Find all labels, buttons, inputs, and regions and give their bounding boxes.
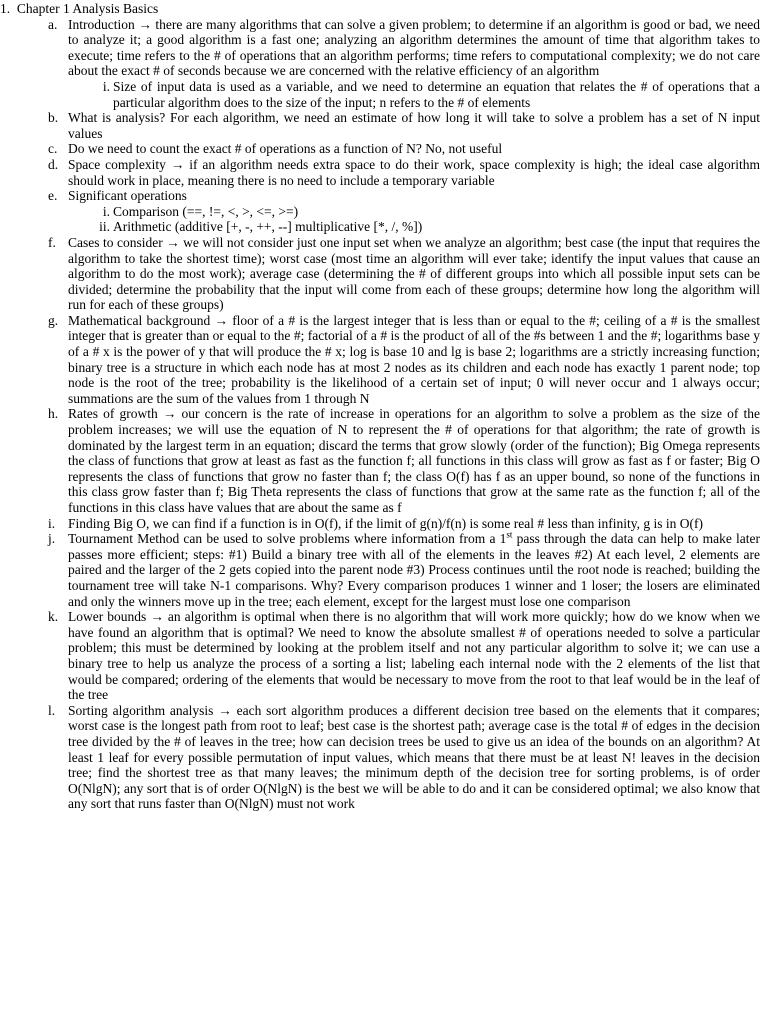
outline-item-j xyxy=(0,531,760,609)
outline-item-l xyxy=(0,703,760,812)
outline-item-k xyxy=(0,609,760,703)
outline-item-i xyxy=(0,516,760,532)
chapter-title: Chapter 1 Analysis Basics xyxy=(16,1,159,16)
outline-item-e xyxy=(0,188,760,204)
item-letter: g. xyxy=(48,312,59,328)
outline-subitem-e-ii xyxy=(0,219,760,235)
item-text: Sorting algorithm analysis → each sort algorithm produces a different decision tree based on the elements that it compares; worst case is the longest path from root to leaf; best case is the shortest path; average case is the total # of edges in the decision tree divided by the # of leaves in the tree; how can decision trees be used to give us an idea of the bounds on an algorithm? At least 1 leaf for every possible permutation of input values, which means that there must be at least N! leaves in the decision tree; find the shortest tree as that many leaves; the minimum depth of the decision tree for sorting problems, is of order O(NlgN); any sort that is of order O(NlgN) is the best we will be able to do and it can be considered optimal; we also know that any sort that runs faster than O(NlgN) must not work xyxy=(68,702,760,812)
item-letter: l. xyxy=(48,702,56,718)
outline-item-h xyxy=(0,406,760,515)
item-text: What is analysis? For each algorithm, we need an estimate of how long it will take to solve a problem has a set of N input values xyxy=(68,110,760,141)
ordinal-superscript: st xyxy=(506,529,513,540)
outline-item-d xyxy=(0,157,760,188)
item-text: Significant operations xyxy=(68,188,187,204)
outline-item-a xyxy=(0,17,760,79)
item-letter: e. xyxy=(48,188,58,204)
chapter-heading xyxy=(0,1,760,17)
chapter-number: 1. xyxy=(0,1,11,16)
subitem-numeral: i. xyxy=(102,78,110,94)
subitem-text: Arithmetic (additive [+, -, ++, --] multiplicative [*, /, %]) xyxy=(113,219,423,235)
item-text: Rates of growth → our concern is the rate of increase in operations for an algorithm to solve a problem as the size of the problem increases; we will use the equation of N to represent the # of operations for that algorithm; the rate of growth is dominated by the largest term in an equation; discard the terms that grow slowly (order of the function); Big Omega represents the class of functions that grow at least as fast as the function f; all functions in this class will grow as fast as f or faster; Big O represents the class of functions that grow no faster than f; the class O(f) has f as an upper bound, so none of the functions in this class grow faster than f; Big Theta represents the class of functions that grow at the same rate as the function f; all of the functions in this class have values that are about the same as f xyxy=(68,406,760,515)
outline-subitem-a-i xyxy=(0,79,760,110)
item-letter: b. xyxy=(48,110,59,126)
item-text: Mathematical background → floor of a # is the largest integer that is less than or equal to the #; ceiling of a # is the smallest integer that is greater than or equal to the #; factorial of a # is the product of all of the #s between 1 and the #; logarithms base y of a # x is the power of y that will produce the # x; log is base 10 and lg is base 2; logarithms are a strictly increasing function; binary tree is a structure in which each node has at most 2 nodes as its children and each node has exactly 1 parent node; top node is the root of the tree; probability is the likelihood of a certain set of input; 0 will never occur and 1 always occur; summations are the sum of the values from 1 through N xyxy=(68,312,760,406)
item-letter: k. xyxy=(48,609,59,625)
item-letter: h. xyxy=(48,406,59,422)
outline-item-g xyxy=(0,313,760,407)
subitem-numeral: i. xyxy=(102,203,110,219)
item-text xyxy=(68,531,760,609)
item-text: Introduction → there are many algorithms that can solve a given problem; to determine if an algorithm is good or bad, we need to analyze it; a good algorithm is a fast one; analyzing an algorithm determines the amount of time that algorithm takes to execute; time refers to the # of operations that an algorithm performs; time refers to computational complexity; we do not care about the exact # of seconds because we are concerned with the relative efficiency of an algorithm xyxy=(68,16,760,79)
outline-item-b xyxy=(0,110,760,141)
item-letter: c. xyxy=(48,141,58,157)
outline-item-f xyxy=(0,235,760,313)
item-text-rest: pass through the data can help to make later passes more efficient; steps: #1) Build a binary tree with all of the elements in the leaves #2) At each level, 2 elements are paired and the larger of the 2 gets copied into the parent node #3) Process continues until the root node is reached; building the tournament tree will take N-1 comparisons. Why? Every comparison produces 1 winner and 1 loser; the losers are eliminated and only the winners move up in the tree; each element, except for the largest must lose one comparison xyxy=(68,531,760,609)
subitem-text: Comparison (==, !=, <, >, <=, >=) xyxy=(113,203,299,219)
item-text: Finding Big O, we can find if a function is in O(f), if the limit of g(n)/f(n) is some real # less than infinity, g is in O(f) xyxy=(68,515,704,531)
item-text: Lower bounds → an algorithm is optimal when there is no algorithm that will work more quickly; how do we know when we have found an algorithm that is optimal? We need to know the absolute smallest # of operations needed to solve a particular problem; this must be determined by looking at the problem itself and not any particular algorithm to solve it; we can use a binary tree to help us analyze the process of a sorting a list; labeling each internal node with the 2 elements of the list that would be compared; ordering of the elements that would be necessary to move from the root to that leaf would be in the leaf of the tree xyxy=(68,609,760,703)
subitem-numeral: ii. xyxy=(99,219,110,235)
outline-item-c xyxy=(0,141,760,157)
item-letter: i. xyxy=(48,515,56,531)
item-letter: j. xyxy=(48,531,56,547)
subitem-text: Size of input data is used as a variable, and we need to determine an equation that relates the # of operations that a particular algorithm does to the size of the input; n refers to the # of elements xyxy=(113,78,760,110)
item-letter: f. xyxy=(48,234,56,250)
item-letter: d. xyxy=(48,156,59,172)
item-text: Space complexity → if an algorithm needs extra space to do their work, space complexity is high; the ideal case algorithm should work in place, meaning there is no need to include a temporary variable xyxy=(68,156,760,188)
item-text-start: Tournament Method can be used to solve problems where information from a 1 xyxy=(68,531,507,547)
item-letter: a. xyxy=(48,16,58,32)
item-text: Cases to consider → we will not consider just one input set when we analyze an algorithm; best case (the input that requires the algorithm to take the shortest time); worst case (most time an algorithm will ever take; identify the input values that cause an algorithm to do the most work); average case (determining the # of different groups into which all possible input sets can be divided; determine the probability that the input will come from each of these groups; determine how long the algorithm will run for each of these groups) xyxy=(68,234,760,313)
outline-subitem-e-i xyxy=(0,204,760,220)
item-text: Do we need to count the exact # of operations as a function of N? No, not useful xyxy=(68,141,503,157)
